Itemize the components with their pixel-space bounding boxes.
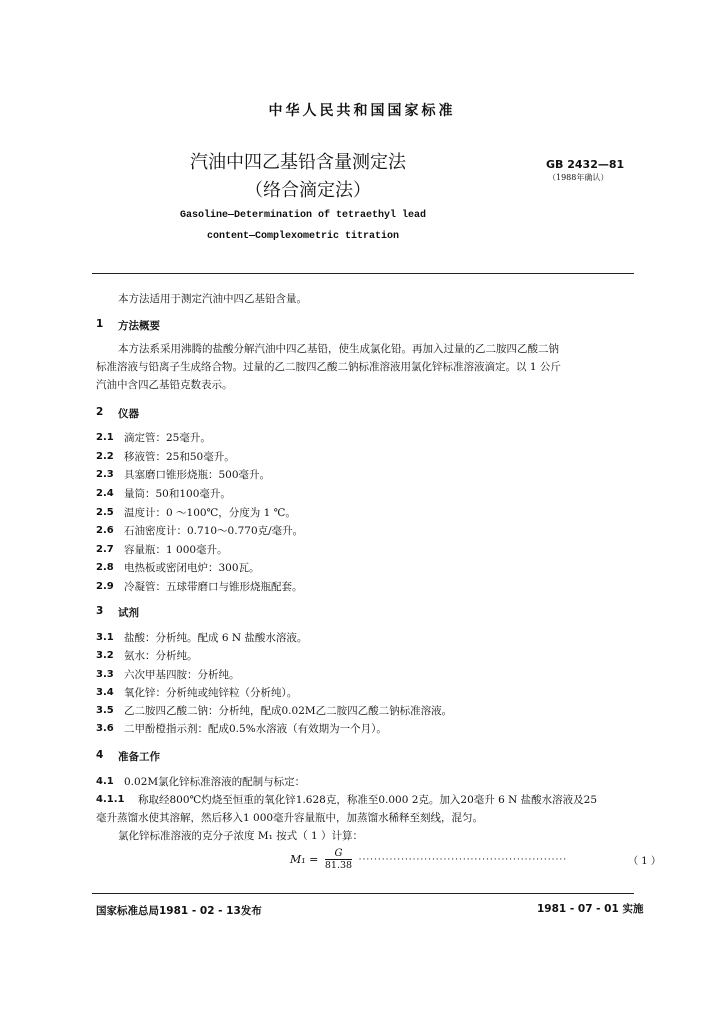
equation-number: （ 1 ） [628,856,661,867]
list-item-number: 3.3 [96,669,114,680]
list-item: 电热板或密闭电炉：300瓦。 [124,562,260,574]
subsection-title: 0.02M氯化锌标准溶液的配制与标定： [124,776,306,788]
list-item: 具塞磨口锥形烧瓶：500毫升。 [124,469,271,481]
list-item: 二甲酚橙指示剂：配成0.5%水溶液（有效期为一个月）。 [124,723,387,735]
issue-date: 国家标准总局1981 - 02 - 13发布 [96,905,262,917]
list-item: 氧化锌：分析纯或纯锌粒（分析纯）。 [124,687,298,699]
section-3-number: 3 [96,605,104,617]
document-title: 汽油中四乙基铅含量测定法 [190,152,406,173]
list-item-number: 2.1 [96,432,114,443]
bottom-divider [92,893,634,894]
section-1-para-line: 本方法系采用沸腾的盐酸分解汽油中四乙基铅，使生成氯化铅。再加入过量的乙二胺四乙酸二钠 [118,343,559,355]
section-1-para-line: 汽油中含四乙基铅克数表示。 [96,379,233,391]
list-item: 氨水：分析纯。 [124,650,198,662]
organization-heading: 中华人民共和国国家标准 [268,103,456,119]
formula-numerator: G [325,848,352,860]
section-2-number: 2 [96,406,104,418]
list-item-number: 3.2 [96,650,114,661]
list-item: 移液管：25和50毫升。 [124,451,235,463]
list-item-number: 3.1 [96,632,114,643]
english-title-line1: Gasoline—Determination of tetraethyl lead [180,210,427,221]
list-item: 石油密度计：0.710～0.770克/毫升。 [124,525,304,537]
formula-denominator: 81.38 [324,860,353,871]
list-item-number: 2.8 [96,562,114,573]
list-item: 六次甲基四胺：分析纯。 [124,669,240,681]
list-item-number: 2.4 [96,488,114,499]
list-item-number: 2.3 [96,469,114,480]
list-item-number: 3.6 [96,723,114,734]
section-4-number: 4 [96,749,104,761]
list-item: 温度计：0 ～100℃，分度为 1 ℃。 [124,507,296,519]
section-4-heading: 准备工作 [118,751,160,763]
list-item-number: 2.5 [96,507,114,518]
subsection-number: 4.1 [96,776,114,787]
effective-date: 1981 - 07 - 01 实施 [537,903,644,915]
scope-paragraph: 本方法适用于测定汽油中四乙基铅含量。 [118,293,307,305]
formula-leader-dots: ······················································ [358,854,568,865]
section-1-heading: 方法概要 [118,320,160,332]
list-item-number: 2.9 [96,581,114,592]
list-item-number: 3.4 [96,687,114,698]
list-item-number: 2.2 [96,451,114,462]
formula-intro: 氯化锌标准溶液的克分子浓度 M₁ 按式（ 1 ）计算： [118,830,363,842]
procedure-line: 毫升蒸馏水使其溶解，然后移入1 000毫升容量瓶中，加蒸馏水稀释至刻线，混匀。 [96,812,484,824]
top-divider [92,273,634,274]
list-item: 滴定管：25毫升。 [124,432,211,444]
section-3-heading: 试剂 [118,607,139,619]
formula-fraction [325,848,352,871]
confirmation-note: （1988年确认） [548,173,609,182]
standard-code: GB 2432—81 [546,158,625,171]
list-item: 乙二胺四乙酸二钠：分析纯，配成0.02M乙二胺四乙酸二钠标准溶液。 [124,705,453,717]
list-item: 盐酸：分析纯。配成 6 N 盐酸水溶液。 [124,632,308,644]
list-item: 容量瓶：1 000毫升。 [124,544,228,556]
procedure-line: 称取经800℃灼烧至恒重的氧化锌1.628克，称准至0.000 2克。加入20毫升 6 N 盐酸水溶液及25 [138,794,598,806]
section-2-heading: 仪器 [118,408,139,420]
formula-1 [290,848,661,871]
list-item: 冷凝管：五球带磨口与锥形烧瓶配套。 [124,581,303,593]
section-1-para-line: 标准溶液与铅离子生成络合物。过量的乙二胺四乙酸二钠标准溶液用氯化锌标准溶液滴定。以 1 公斤 [96,361,561,373]
list-item-number: 2.6 [96,525,114,536]
english-title-line2: content—Complexometric titration [207,231,400,242]
list-item-number: 2.7 [96,544,114,555]
formula-lhs: M₁ = [290,853,319,866]
list-item: 量筒：50和100毫升。 [124,488,231,500]
document-subtitle: （络合滴定法） [245,180,371,201]
section-1-number: 1 [96,318,104,330]
list-item-number: 3.5 [96,705,114,716]
subsection-number: 4.1.1 [96,794,125,805]
